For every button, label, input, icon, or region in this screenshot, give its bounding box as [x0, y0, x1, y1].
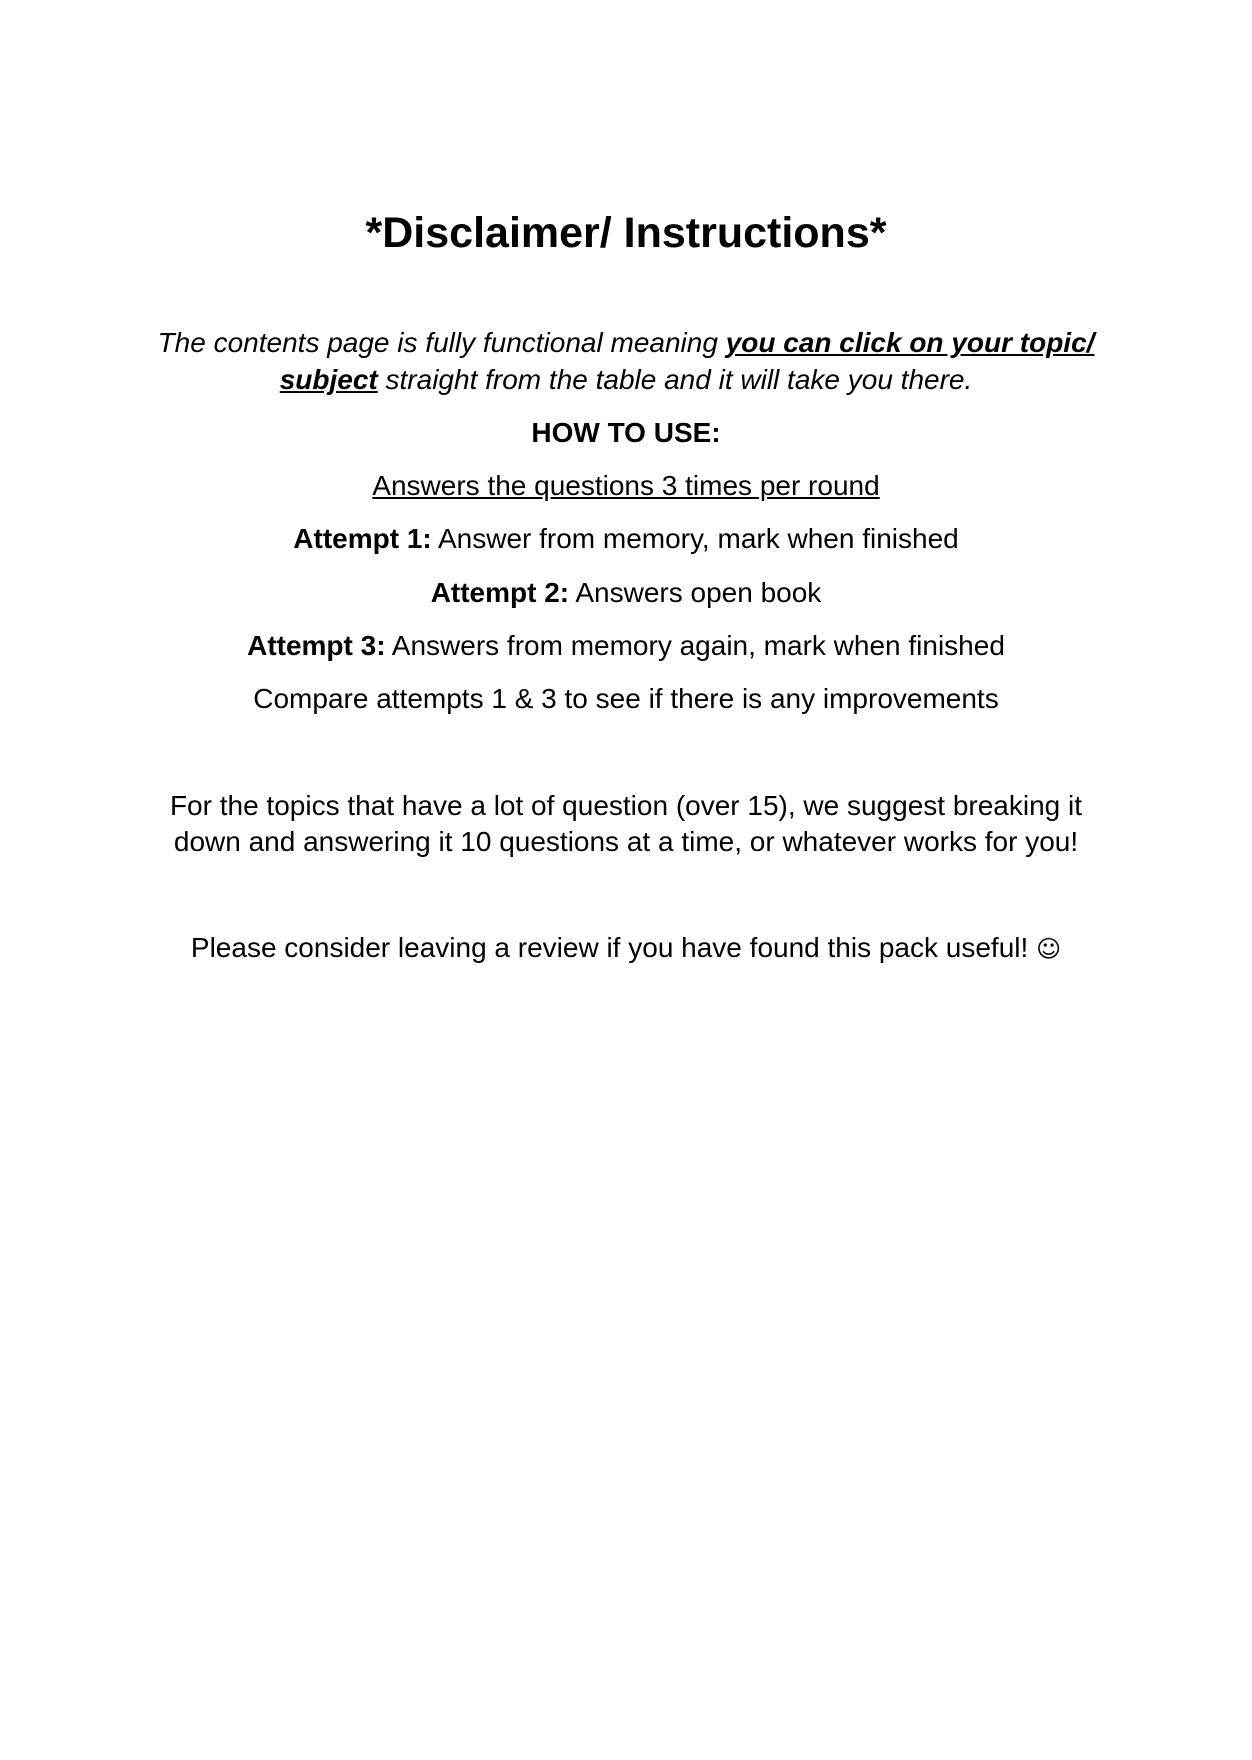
smiley-icon: ☺	[1036, 935, 1062, 963]
attempt-3-text: Answers from memory again, mark when finished	[385, 630, 1005, 661]
attempt-2-text: Answers open book	[569, 577, 822, 608]
review-request-line	[0, 930, 1252, 967]
how-to-use-heading: HOW TO USE:	[531, 417, 721, 448]
attempt-1-line	[0, 521, 1252, 557]
compare-attempts-text: Compare attempts 1 & 3 to see if there is any improvements	[253, 683, 999, 714]
contents-link-text: you can click on your topic/ subject	[279, 327, 1095, 395]
how-to-use-subheading: Answers the questions 3 times per round	[372, 470, 880, 501]
attempt-2-label: Attempt 2:	[430, 577, 570, 608]
attempt-3-line	[0, 628, 1252, 664]
attempt-3-label: Attempt 3:	[247, 630, 386, 661]
intro-text-after-link: straight from the table and it will take you there.	[377, 364, 973, 395]
intro-text-before-link: The contents page is fully functional meaning	[157, 327, 726, 358]
how-to-use-subheading-line	[0, 468, 1252, 504]
attempt-2-line	[0, 575, 1252, 611]
topics-note-paragraph: For the topics that have a lot of question (over 15), we suggest breaking it down and answering it 10 questions at a time, or whatever works for you!	[169, 790, 1083, 857]
intro-paragraph	[150, 324, 1102, 398]
page-title: *Disclaimer/ Instructions*	[365, 209, 887, 257]
attempt-1-text: Answer from memory, mark when finished	[431, 523, 959, 554]
review-request-text: Please consider leaving a review if you have found this pack useful!	[190, 932, 1037, 963]
attempt-1-label: Attempt 1:	[293, 523, 432, 554]
